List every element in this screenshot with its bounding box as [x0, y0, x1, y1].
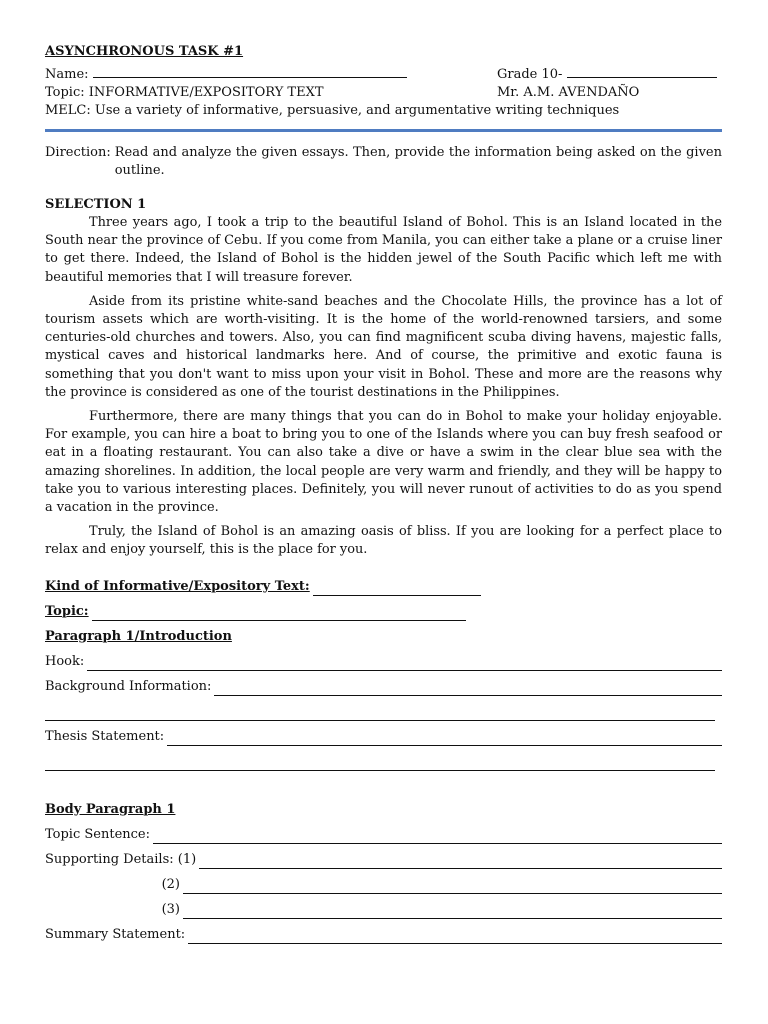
name-grade-row	[45, 65, 722, 84]
topic-line: Topic: INFORMATIVE/EXPOSITORY TEXT	[45, 85, 324, 100]
kind-label: Kind of Informative/Expository Text:	[45, 578, 310, 594]
supporting-detail-1-field	[45, 851, 722, 869]
direction-label: Direction:	[45, 145, 111, 160]
essay-paragraph-4: Truly, the Island of Bohol is an amazing oasis of bliss. If you are looking for a perfect place to relax and enjoy yourself, this is the place for you.	[45, 524, 722, 558]
supporting-detail-1-blank[interactable]	[199, 855, 722, 869]
topic-sentence-field	[45, 826, 722, 844]
detail-3-label: (3)	[161, 901, 180, 917]
direction	[45, 144, 722, 180]
topic-sentence-label: Topic Sentence:	[45, 826, 150, 842]
topic-blank[interactable]	[92, 607, 466, 621]
supporting-detail-3-field	[45, 901, 722, 919]
essay-paragraph-3: Furthermore, there are many things that you can do in Bohol to make your holiday enjoyable. For example, you can hire a boat to bring you to one of the Islands where you can buy fresh seafood or eat in a floating restaurant. You can also take a dive or have a swim in the clear blue sea with the amazing shorelines. In addition, the local people are very warm and friendly, and they will be happy to take you to various interesting places. Definitely, you will never runout of activities to do as you spend a vacation in the province.	[45, 409, 722, 516]
hook-field	[45, 653, 722, 671]
background-blank[interactable]	[214, 682, 722, 696]
background-label: Background Information:	[45, 678, 212, 694]
topic-teacher-row	[45, 84, 722, 102]
selection-title: SELECTION 1	[45, 197, 147, 212]
summary-blank[interactable]	[188, 930, 722, 944]
thesis-label: Thesis Statement:	[45, 728, 165, 744]
grade-blank[interactable]	[567, 65, 717, 78]
detail-2-label: (2)	[161, 876, 180, 892]
intro-heading-row	[45, 628, 722, 646]
thesis-blank[interactable]	[167, 732, 722, 746]
summary-label: Summary Statement:	[45, 926, 186, 942]
topic-field	[45, 603, 722, 621]
teacher-name: Mr. A.M. AVENDAÑO	[497, 85, 640, 100]
topic-label: Topic:	[45, 603, 89, 619]
topic-sentence-blank[interactable]	[153, 830, 722, 844]
thesis-blank-2[interactable]	[45, 756, 715, 771]
body-heading: Body Paragraph 1	[45, 801, 176, 817]
header-divider	[45, 129, 722, 132]
supporting-label: Supporting Details: (1)	[45, 851, 197, 867]
supporting-detail-2-blank[interactable]	[183, 880, 722, 894]
name-blank[interactable]	[93, 65, 407, 78]
thesis-field	[45, 728, 722, 746]
grade-label: Grade 10-	[497, 67, 563, 82]
essay-paragraph-1: Three years ago, I took a trip to the beautiful Island of Bohol. This is an Island located in the South near the province of Cebu. If you come from Manila, you can either take a plane or a cruise liner to get there. Indeed, the Island of Bohol is the hidden jewel of the South Pacific which left me with beautiful memories that I will treasure forever.	[45, 215, 722, 285]
direction-text: Read and analyze the given essays. Then, provide the information being asked on the given outline.	[114, 145, 722, 178]
name-label: Name:	[45, 67, 89, 82]
kind-field	[45, 578, 722, 596]
background-field	[45, 678, 722, 696]
body-heading-row	[45, 801, 722, 819]
summary-field	[45, 926, 722, 944]
background-blank-2[interactable]	[45, 706, 715, 721]
intro-heading: Paragraph 1/Introduction	[45, 628, 232, 644]
hook-blank[interactable]	[87, 657, 722, 671]
hook-label: Hook:	[45, 653, 85, 669]
task-title: ASYNCHRONOUS TASK #1	[45, 44, 244, 59]
supporting-detail-2-field	[45, 876, 722, 894]
kind-blank[interactable]	[313, 582, 481, 596]
supporting-detail-3-blank[interactable]	[183, 905, 722, 919]
essay-paragraph-2: Aside from its pristine white-sand beaches and the Chocolate Hills, the province has a lot of tourism assets which are worth-visiting. It is the home of the world-renowned tarsiers, and some centuries-old churches and towers. Also, you can find magnificent scuba diving havens, majestic falls, mystical caves and historical landmarks here. And of course, the primitive and exotic fauna is something that you don't want to miss upon your visit in Bohol. These and more are the reasons why the province is considered as one of the tourist destinations in the Philippines.	[45, 293, 722, 400]
melc-line: MELC: Use a variety of informative, persuasive, and argumentative writing techniques	[45, 103, 620, 118]
